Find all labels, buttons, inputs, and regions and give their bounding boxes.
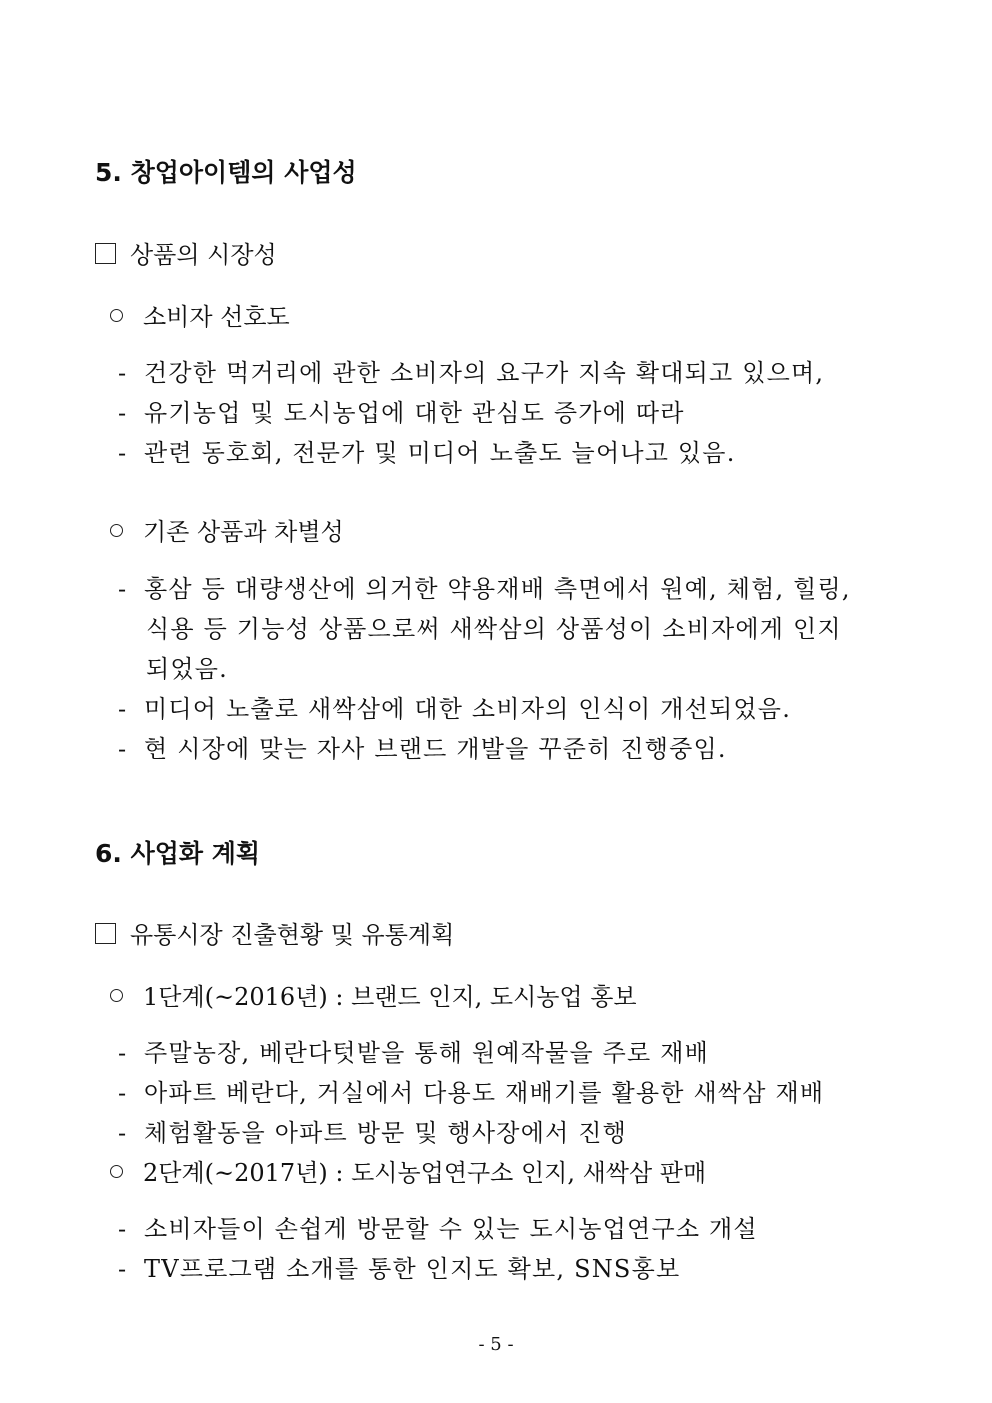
subsection-market	[95, 235, 277, 270]
list-item-continuation: 식용 등 기능성 상품으로써 새싹삼의 상품성이 소비자에게 인지	[146, 615, 842, 643]
list-item: - 주말농장, 베란다텃밭을 통해 원예작물을 주로 재배	[118, 1039, 710, 1067]
circle-bullet-icon	[110, 524, 123, 537]
list-item: - TV프로그램 소개를 통한 인지도 확보, SNS홍보	[118, 1255, 681, 1283]
circle-bullet-icon	[110, 989, 123, 1002]
list-item: - 건강한 먹거리에 관한 소비자의 요구가 지속 확대되고 있으며,	[118, 359, 825, 387]
stage-title: 2단계(~2017년) : 도시농업연구소 인지, 새싹삼 판매	[143, 1159, 707, 1187]
list-item: - 소비자들이 손쉽게 방문할 수 있는 도시농업연구소 개설	[118, 1215, 758, 1243]
list-item: - 관련 동호회, 전문가 및 미디어 노출도 늘어나고 있음.	[118, 439, 736, 467]
checkbox-square-icon	[95, 243, 116, 264]
circle-bullet-icon	[110, 309, 123, 322]
item-title: 기존 상품과 차별성	[143, 518, 344, 546]
item-consumer-preference	[110, 297, 290, 332]
list-item-continuation: 되었음.	[146, 655, 228, 683]
list-item: - 체험활동을 아파트 방문 및 행사장에서 진행	[118, 1119, 628, 1147]
stage-1	[110, 977, 637, 1012]
subsection-distribution	[95, 915, 454, 950]
circle-bullet-icon	[110, 1165, 123, 1178]
list-item: - 미디어 노출로 새싹삼에 대한 소비자의 인식이 개선되었음.	[118, 695, 792, 723]
stage-2	[110, 1153, 706, 1188]
list-item: - 홍삼 등 대량생산에 의거한 약용재배 측면에서 원예, 체험, 힐링,	[118, 575, 851, 603]
item-title: 소비자 선호도	[143, 303, 290, 331]
subsection-label: 상품의 시장성	[130, 241, 277, 269]
subsection-label: 유통시장 진출현황 및 유통계획	[130, 921, 455, 949]
item-differentiation	[110, 512, 344, 547]
list-item: - 유기농업 및 도시농업에 대한 관심도 증가에 따라	[118, 399, 685, 427]
checkbox-square-icon	[95, 923, 116, 944]
section-6-heading: 6. 사업화 계획	[95, 839, 261, 868]
list-item: - 아파트 베란다, 거실에서 다용도 재배기를 활용한 새싹삼 재배	[118, 1079, 825, 1107]
page-number: - 5 -	[478, 1334, 514, 1355]
list-item: - 현 시장에 맞는 자사 브랜드 개발을 꾸준히 진행중임.	[118, 735, 727, 763]
stage-title: 1단계(~2016년) : 브랜드 인지, 도시농업 홍보	[143, 983, 637, 1011]
section-5-heading: 5. 창업아이템의 사업성	[95, 158, 357, 187]
